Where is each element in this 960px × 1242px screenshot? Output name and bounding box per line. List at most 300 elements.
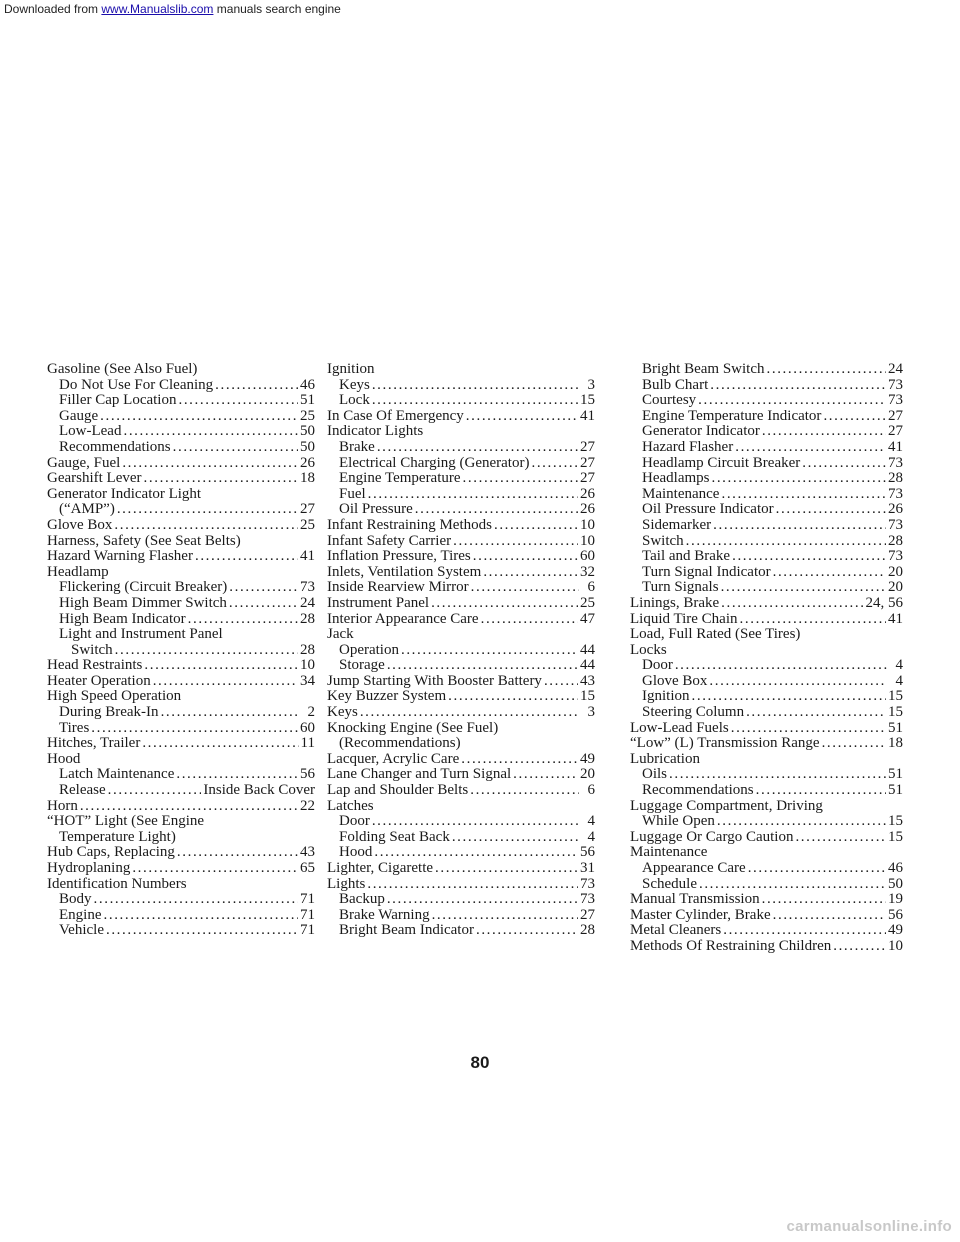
dot-leader	[360, 705, 579, 721]
index-entry-page: 4	[587, 829, 595, 845]
index-entry-term: Bulb Chart	[642, 377, 709, 393]
index-entry-page: 27	[888, 424, 903, 440]
index-entry	[327, 643, 595, 659]
dot-leader	[762, 892, 886, 908]
index-entry	[630, 705, 903, 721]
index-entry-page: 27	[580, 907, 595, 923]
index-entry-page: 44	[580, 642, 595, 658]
index-entry-term: Inflation Pressure, Tires	[327, 549, 471, 565]
index-entry	[47, 612, 315, 628]
index-entry-term: Generator Indicator	[642, 424, 760, 440]
index-entry-term: Hood	[47, 751, 81, 767]
index-entry-term: Gauge	[59, 408, 99, 424]
index-entry	[327, 471, 595, 487]
index-entry	[630, 409, 903, 425]
dot-leader	[494, 518, 578, 534]
index-entry-page: 32	[580, 564, 595, 580]
index-entry-page: 51	[888, 783, 903, 799]
dot-leader	[144, 658, 298, 674]
index-entry-term: Heater Operation	[47, 673, 151, 689]
dot-leader	[513, 767, 578, 783]
index-entry-term: Bright Beam Indicator	[339, 923, 474, 939]
dot-leader	[448, 689, 578, 705]
index-entry-term: Infant Safety Carrier	[327, 533, 452, 549]
index-entry-page: 24, 56	[865, 595, 903, 611]
index-entry	[47, 923, 315, 939]
index-entry	[47, 549, 315, 565]
index-entry	[630, 721, 903, 737]
index-entry-term: Keys	[327, 705, 358, 721]
index-entry	[327, 799, 595, 815]
index-entry-page: 73	[888, 393, 903, 409]
index-entry	[327, 783, 595, 799]
index-entry-term: Latches	[327, 798, 374, 814]
dot-leader	[713, 518, 886, 534]
dot-leader	[432, 908, 578, 924]
index-entry-page: 73	[580, 876, 595, 892]
index-entry-page: 2	[307, 705, 315, 721]
index-entry	[47, 471, 315, 487]
index-entry	[327, 627, 595, 643]
index-entry-term: (“AMP”)	[59, 502, 115, 518]
index-entry-page: 27	[300, 502, 315, 518]
dot-leader	[711, 471, 886, 487]
dot-leader	[387, 892, 578, 908]
index-entry-page: 44	[580, 658, 595, 674]
dot-leader	[94, 892, 298, 908]
index-entry-page: 20	[580, 767, 595, 783]
index-entry	[630, 487, 903, 503]
index-entry-term: Hydroplaning	[47, 861, 131, 876]
index-column-2	[327, 362, 595, 939]
index-entry-term: Oils	[642, 767, 668, 783]
index-entry	[630, 471, 903, 487]
dot-leader	[108, 783, 202, 799]
dot-leader	[699, 877, 886, 893]
index-entry-page: 47	[580, 611, 595, 627]
index-entry-page: 71	[300, 892, 315, 908]
index-entry-page: 25	[300, 408, 315, 424]
index-entry	[327, 658, 595, 674]
index-entry-term: Maintenance	[642, 486, 720, 502]
dot-leader	[144, 471, 298, 487]
dot-leader	[481, 612, 578, 628]
index-entry	[47, 799, 315, 815]
index-entry-term: Headlamp	[47, 564, 109, 580]
index-entry-term: Infant Restraining Methods	[327, 517, 492, 533]
index-entry	[47, 580, 315, 596]
dot-leader	[215, 378, 298, 394]
index-entry-page: 49	[580, 751, 595, 767]
dot-leader	[372, 393, 578, 409]
index-entry-term: (Recommendations)	[339, 736, 461, 752]
index-entry-term: Recommendations	[642, 783, 754, 799]
index-entry-term: Luggage Or Cargo Caution	[630, 829, 794, 845]
index-entry-page: 26	[300, 455, 315, 471]
index-entry	[630, 502, 903, 518]
dot-leader	[91, 721, 298, 737]
index-entry-term: Glove Box	[642, 673, 708, 689]
index-entry-term: Bright Beam Switch	[642, 362, 765, 377]
index-entry-term: Lane Changer and Turn Signal	[327, 767, 512, 783]
index-entry	[327, 362, 595, 378]
dot-leader	[114, 518, 298, 534]
index-entry-term: Door	[642, 658, 673, 674]
dot-leader	[470, 783, 579, 799]
index-entry	[47, 534, 315, 550]
dot-leader	[372, 814, 579, 830]
watermark-footer: carmanualsonline.info	[786, 1218, 952, 1235]
index-entry-page: 3	[587, 705, 595, 721]
dot-leader	[740, 612, 886, 628]
index-entry-term: Gearshift Lever	[47, 471, 142, 487]
index-entry-term: Ignition	[642, 689, 690, 705]
index-entry	[47, 456, 315, 472]
dot-leader	[435, 861, 578, 877]
dot-leader	[178, 393, 298, 409]
index-entry	[47, 409, 315, 425]
index-entry-page: 73	[888, 549, 903, 565]
dot-leader	[188, 612, 298, 628]
dot-leader	[776, 502, 886, 518]
index-entry-term: Master Cylinder, Brake	[630, 907, 771, 923]
index-entry-page: 31	[580, 861, 595, 876]
index-entry	[327, 845, 595, 861]
index-entry-term: Lubrication	[630, 751, 700, 767]
index-entry-term: “HOT” Light (See Engine	[47, 814, 205, 830]
dot-leader	[773, 565, 886, 581]
index-entry-term: Hazard Warning Flasher	[47, 549, 193, 565]
index-entry	[630, 877, 903, 893]
dot-leader	[483, 565, 578, 581]
index-entry-term: Schedule	[642, 876, 697, 892]
dot-leader	[698, 393, 886, 409]
index-entry-page: 4	[895, 673, 903, 689]
index-entry-page: 24	[300, 595, 315, 611]
index-entry	[327, 393, 595, 409]
index-entry-term: Tail and Brake	[642, 549, 731, 565]
index-entry-page: 27	[580, 455, 595, 471]
index-entry-term: Appearance Care	[642, 861, 746, 876]
dot-leader	[735, 440, 886, 456]
index-entry-page: 4	[587, 814, 595, 830]
dot-leader	[368, 487, 578, 503]
index-entry-page: 73	[888, 517, 903, 533]
dot-leader	[675, 658, 887, 674]
index-entry	[47, 596, 315, 612]
index-entry	[47, 487, 315, 503]
index-entry	[327, 814, 595, 830]
index-entry	[327, 518, 595, 534]
index-entry	[47, 861, 315, 877]
index-entry-term: Engine	[59, 907, 102, 923]
index-entry-term: Low-Lead Fuels	[630, 720, 729, 736]
dot-leader	[795, 830, 886, 846]
index-entry	[47, 502, 315, 518]
index-entry	[47, 689, 315, 705]
index-entry-page: 27	[888, 408, 903, 424]
dot-leader	[823, 409, 886, 425]
index-entry-term: Manual Transmission	[630, 892, 760, 908]
index-entry	[47, 393, 315, 409]
index-entry-page: 43	[300, 845, 315, 861]
dot-leader	[161, 705, 299, 721]
banner-prefix: Downloaded from	[4, 2, 102, 16]
index-entry-page: 41	[300, 549, 315, 565]
index-entry-term: Engine Temperature	[339, 471, 461, 487]
index-entry-term: Release	[59, 783, 106, 799]
index-entry	[327, 830, 595, 846]
dot-leader	[717, 814, 886, 830]
index-entry	[630, 378, 903, 394]
index-entry-page: 10	[888, 938, 903, 954]
index-entry	[630, 658, 903, 674]
index-entry-term: During Break-In	[59, 705, 159, 721]
index-entry-page: 19	[888, 892, 903, 908]
index-entry	[630, 830, 903, 846]
index-entry-term: In Case Of Emergency	[327, 408, 464, 424]
manualslib-link[interactable]: www.Manualslib.com	[101, 2, 214, 16]
dot-leader	[453, 534, 578, 550]
index-entry-page: 6	[587, 580, 595, 596]
dot-leader	[176, 767, 298, 783]
index-entry-term: Instrument Panel	[327, 595, 430, 611]
index-entry-page: 73	[580, 892, 595, 908]
dot-leader	[731, 721, 886, 737]
index-entry	[327, 487, 595, 503]
index-entry-term: Linings, Brake	[630, 595, 720, 611]
index-entry	[327, 596, 595, 612]
dot-leader	[463, 471, 578, 487]
index-entry-term: Recommendations	[59, 439, 171, 455]
index-entry-page: 18	[888, 736, 903, 752]
index-entry	[630, 861, 903, 877]
index-entry-term: Lock	[339, 393, 370, 409]
index-entry	[630, 783, 903, 799]
index-entry-page: 51	[300, 393, 315, 409]
index-entry-page: 51	[888, 720, 903, 736]
index-entry-page: 56	[300, 767, 315, 783]
index-entry-term: Hood	[339, 845, 373, 861]
dot-leader	[721, 596, 863, 612]
index-entry-page: 6	[587, 783, 595, 799]
index-entry-term: Gauge, Fuel	[47, 455, 121, 471]
index-entry-term: Engine Temperature Indicator	[642, 408, 822, 424]
index-entry-page: Inside Back Cover	[203, 783, 315, 799]
index-entry	[47, 908, 315, 924]
index-entry-page: 18	[300, 471, 315, 487]
index-entry	[327, 549, 595, 565]
dot-leader	[767, 362, 887, 378]
dot-leader	[115, 643, 298, 659]
dot-leader	[106, 923, 298, 939]
index-entry	[47, 518, 315, 534]
index-entry	[47, 814, 315, 830]
dot-leader	[476, 923, 578, 939]
index-entry	[47, 627, 315, 643]
index-entry-term: Oil Pressure Indicator	[642, 502, 774, 518]
index-entry-page: 28	[300, 642, 315, 658]
index-entry-term: Glove Box	[47, 517, 113, 533]
index-entry-term: Flickering (Circuit Breaker)	[59, 580, 228, 596]
index-entry-term: Backup	[339, 892, 385, 908]
dot-leader	[80, 799, 298, 815]
index-entry	[630, 892, 903, 908]
index-entry-term: Latch Maintenance	[59, 767, 175, 783]
index-entry-page: 65	[300, 861, 315, 876]
index-column-3	[630, 362, 903, 955]
index-entry-term: Knocking Engine (See Fuel)	[327, 720, 499, 736]
index-entry	[630, 549, 903, 565]
index-entry	[327, 580, 595, 596]
dot-leader	[531, 456, 578, 472]
index-entry-term: “Low” (L) Transmission Range	[630, 736, 820, 752]
index-entry	[327, 877, 595, 893]
index-entry-page: 56	[888, 907, 903, 923]
index-entry	[327, 424, 595, 440]
index-entry-page: 22	[300, 798, 315, 814]
index-entry-term: Door	[339, 814, 370, 830]
index-entry-page: 60	[580, 549, 595, 565]
index-entry-page: 34	[300, 673, 315, 689]
index-entry	[630, 393, 903, 409]
index-entry-page: 20	[888, 580, 903, 596]
dot-leader	[473, 549, 578, 565]
index-entry-term: Liquid Tire Chain	[630, 611, 738, 627]
index-entry-term: Generator Indicator Light	[47, 486, 202, 502]
dot-leader	[710, 378, 886, 394]
index-entry-term: Jack	[327, 627, 354, 643]
index-entry-page: 73	[888, 486, 903, 502]
index-entry-term: Operation	[339, 642, 399, 658]
index-entry-term: High Beam Indicator	[59, 611, 186, 627]
index-entry-page: 10	[300, 658, 315, 674]
index-entry-page: 41	[888, 439, 903, 455]
index-entry-term: Maintenance	[630, 845, 708, 861]
index-entry-term: Locks	[630, 642, 667, 658]
dot-leader	[773, 908, 886, 924]
index-entry-term: Oil Pressure	[339, 502, 413, 518]
index-entry-term: Temperature Light)	[59, 829, 176, 845]
dot-leader	[746, 705, 886, 721]
index-entry	[47, 440, 315, 456]
dot-leader	[669, 767, 886, 783]
dot-leader	[756, 783, 886, 799]
index-entry-term: Steering Column	[642, 705, 745, 721]
index-entry	[47, 752, 315, 768]
index-entry-page: 15	[888, 814, 903, 830]
dot-leader	[748, 861, 886, 877]
index-entry	[47, 424, 315, 440]
index-entry	[327, 456, 595, 472]
dot-leader	[387, 658, 578, 674]
index-entry-term: Storage	[339, 658, 385, 674]
index-entry	[47, 845, 315, 861]
index-entry-page: 26	[580, 486, 595, 502]
index-entry	[47, 783, 315, 799]
index-entry	[630, 814, 903, 830]
index-entry-term: Switch	[71, 642, 113, 658]
index-entry-page: 41	[580, 408, 595, 424]
dot-leader	[229, 596, 298, 612]
index-entry-term: Inside Rearview Mirror	[327, 580, 469, 596]
dot-leader	[195, 549, 298, 565]
index-entry	[47, 705, 315, 721]
index-entry-term: Filler Cap Location	[59, 393, 177, 409]
dot-leader	[123, 424, 298, 440]
index-entry	[47, 565, 315, 581]
index-entry-page: 11	[300, 736, 315, 752]
index-entry-page: 28	[888, 471, 903, 487]
index-entry	[327, 721, 595, 737]
index-entry	[47, 892, 315, 908]
index-entry	[630, 456, 903, 472]
index-entry-term: Folding Seat Back	[339, 829, 450, 845]
dot-leader	[732, 549, 886, 565]
index-entry-term: Brake Warning	[339, 907, 430, 923]
index-entry	[630, 845, 903, 861]
index-entry-page: 10	[580, 533, 595, 549]
index-entry	[327, 440, 595, 456]
dot-leader	[721, 487, 886, 503]
index-entry-term: Turn Signal Indicator	[642, 564, 771, 580]
index-entry	[327, 689, 595, 705]
index-entry-term: Key Buzzer System	[327, 689, 447, 705]
index-entry	[630, 580, 903, 596]
index-entry	[630, 534, 903, 550]
index-entry-page: 50	[300, 439, 315, 455]
index-entry-page: 60	[300, 720, 315, 736]
index-entry-page: 15	[580, 393, 595, 409]
index-entry	[630, 923, 903, 939]
dot-leader	[104, 908, 299, 924]
index-entry-term: Indicator Lights	[327, 424, 424, 440]
index-entry-term: Lap and Shoulder Belts	[327, 783, 469, 799]
dot-leader	[173, 440, 298, 456]
index-entry	[327, 767, 595, 783]
dot-leader	[153, 674, 298, 690]
index-entry	[630, 689, 903, 705]
page-number: 80	[470, 1053, 490, 1072]
dot-leader	[229, 580, 298, 596]
index-entry	[630, 752, 903, 768]
index-entry-page: 50	[300, 424, 315, 440]
index-entry-term: Headlamp Circuit Breaker	[642, 455, 801, 471]
dot-leader	[692, 689, 887, 705]
index-entry	[327, 612, 595, 628]
index-entry	[47, 378, 315, 394]
banner-suffix: manuals search engine	[213, 2, 341, 16]
index-entry-term: Lacquer, Acrylic Care	[327, 751, 460, 767]
index-entry-term: High Speed Operation	[47, 689, 182, 705]
dot-leader	[122, 456, 298, 472]
dot-leader	[372, 378, 579, 394]
index-entry	[630, 799, 903, 815]
dot-leader	[117, 502, 298, 518]
index-entry-term: Vehicle	[59, 923, 104, 939]
index-entry	[630, 908, 903, 924]
index-entry-term: Hub Caps, Replacing	[47, 845, 175, 861]
dot-leader	[686, 534, 886, 550]
index-entry-page: 25	[580, 595, 595, 611]
index-entry	[630, 518, 903, 534]
index-entry-page: 20	[888, 564, 903, 580]
index-entry-term: Headlamps	[642, 471, 710, 487]
index-entry-term: Horn	[47, 798, 78, 814]
index-entry-page: 51	[888, 767, 903, 783]
index-entry-term: Ignition	[327, 362, 375, 377]
dot-leader	[415, 502, 578, 518]
